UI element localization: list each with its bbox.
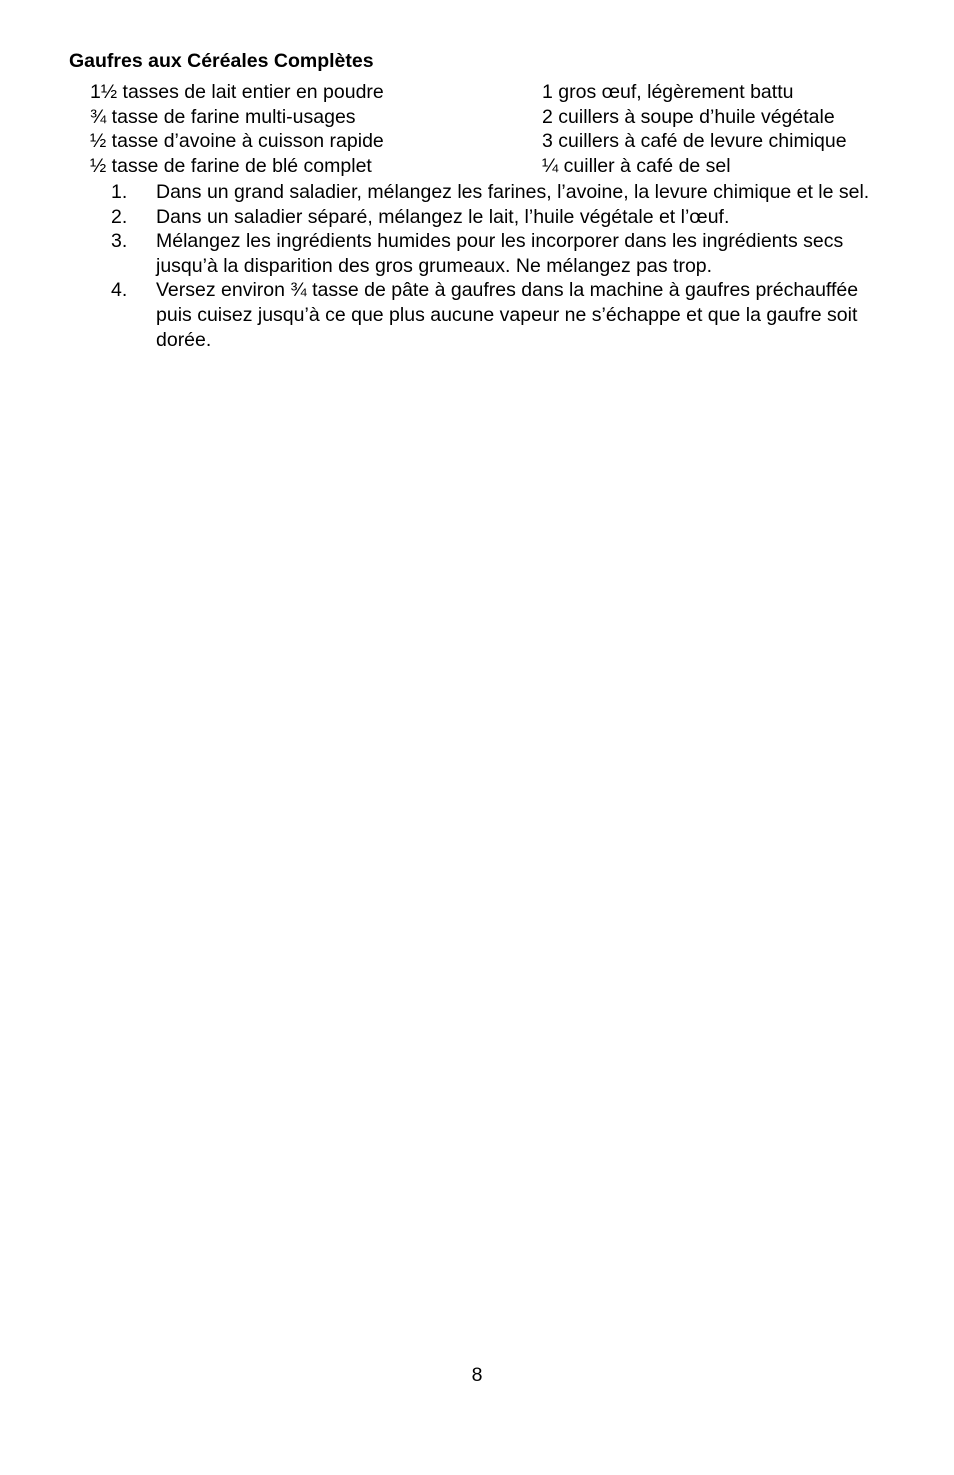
ingredient-item: ½ tasse d’avoine à cuisson rapide: [90, 130, 384, 153]
step-item: [111, 229, 891, 278]
ingredient-item: ½ tasse de farine de blé complet: [90, 154, 372, 177]
step-item: [111, 205, 891, 230]
step-number: 3.: [111, 230, 128, 253]
step-number: 1.: [111, 181, 128, 203]
step-item: [111, 278, 891, 352]
ingredient-item: ¼ cuiller à café de sel: [542, 154, 731, 177]
step-text: Dans un grand saladier, mélangez les farines, l’avoine, la levure chimique et le sel.: [156, 181, 870, 203]
ingredient-item: 2 cuillers à soupe d’huile végétale: [542, 105, 835, 128]
recipe-title: Gaufres aux Céréales Complètes: [69, 50, 374, 72]
step-text: Dans un saladier séparé, mélangez le lait, l’huile végétale et l’œuf.: [156, 205, 730, 228]
ingredient-row: [90, 105, 910, 130]
ingredient-item: 1½ tasses de lait entier en poudre: [90, 81, 384, 103]
steps-list: [111, 180, 891, 352]
ingredient-item: ¾ tasse de farine multi-usages: [90, 105, 356, 128]
ingredient-item: 1 gros œuf, légèrement battu: [542, 81, 794, 103]
step-text: Mélangez les ingrédients humides pour les incorporer dans les ingrédients secs jusqu’à la disparition des gros grumeaux. Ne mélangez pas trop.: [156, 230, 844, 277]
step-text: Versez environ ¾ tasse de pâte à gaufres dans la machine à gaufres préchauffée puis cuisez jusqu’à ce que plus aucune vapeur ne s’échappe et que la gaufre soit dorée.: [156, 279, 859, 351]
ingredient-row: [90, 154, 910, 179]
ingredient-row: [90, 129, 910, 154]
step-item: [111, 180, 891, 205]
step-number: 2.: [111, 205, 128, 228]
ingredient-row: [90, 80, 910, 105]
ingredients-list: [90, 80, 910, 178]
step-number: 4.: [111, 279, 128, 302]
ingredient-item: 3 cuillers à café de levure chimique: [542, 130, 847, 153]
page-number: 8: [471, 1364, 483, 1386]
